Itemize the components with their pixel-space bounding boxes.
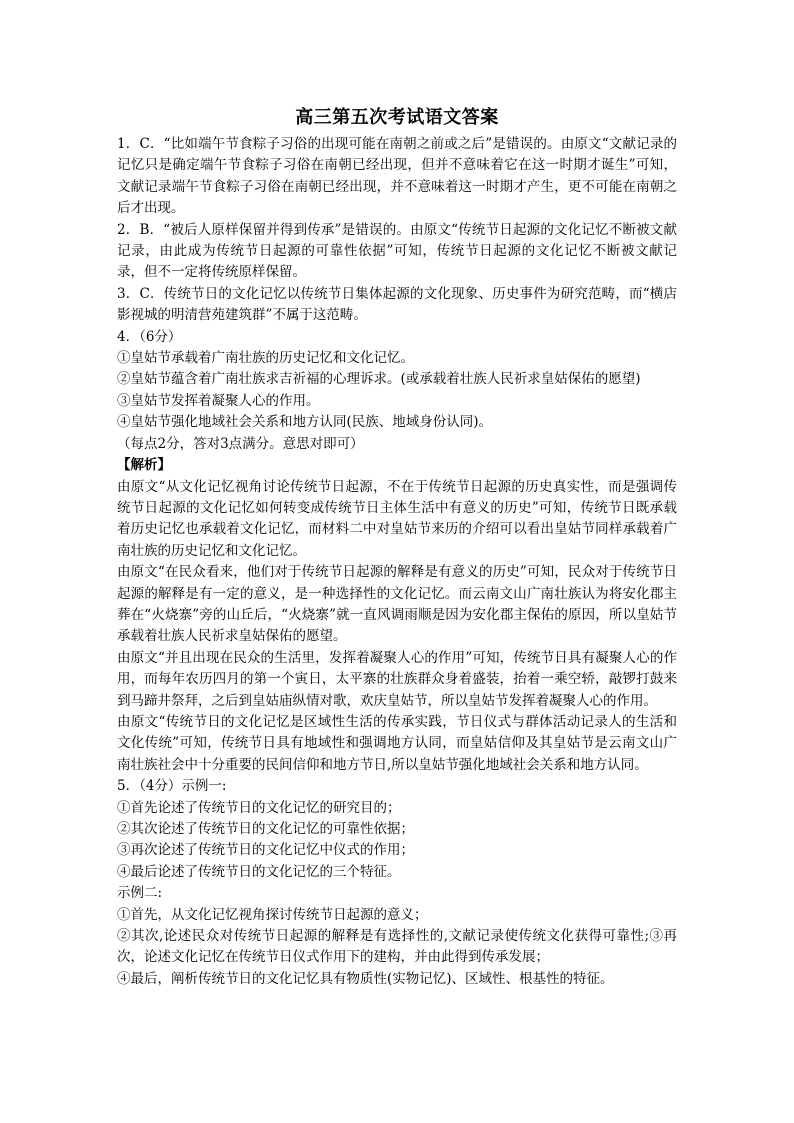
example-2-point-4: ④最后，阐析传统节日的文化记忆具有物质性(实物记忆)、区域性、根基性的特征。 <box>117 970 614 987</box>
answer-2: 2．B．“被后人原样保留并得到传承”是错误的。由原文“传统节日起源的文化记忆不断被文献记录，由此成为传统节日起源的可靠性依据”可知，传统节日起源的文化记忆不断被文献记录，但不一定将传统原样保留。 <box>117 221 677 281</box>
analysis-paragraph-3: 由原文“并且出现在民众的生活里，发挥着凝聚人心的作用”可知，传统节日具有凝聚人心的作用，而每年农历四月的第一个寅日，太平寨的壮族群众身着盛装，抬着一乘空轿，敲锣打鼓来到马蹄井祭拜，之后到皇姑庙纵情对歌，欢庆皇姑节，所以皇姑节发挥着凝聚人心的作用。 <box>117 649 677 709</box>
example-1-point-2: ②其次论述了传统节日的文化记忆的可靠性依据； <box>117 821 414 837</box>
analysis-heading: 【解析】 <box>117 457 171 474</box>
example-2-heading: 示例二: <box>117 885 163 902</box>
example-2-point-2-3: ②其次,论述民众对传统节日起源的解释是有选择性的,文献记录使传统文化获得可靠性;③再次，论述文化记忆在传统节日仪式作用下的建构，并由此得到传承发展； <box>117 928 677 966</box>
analysis-paragraph-4: 由原文“传统节日的文化记忆是区域性生活的传承实践，节日仪式与群体活动记录人的生活和文化传统”可知，传统节日具有地域性和强调地方认同，而皇姑信仰及其皇姑节是云南文山广南壮族社会中十分重要的民间信仰和地方节日,所以皇姑节强化地域社会关系和地方认同。 <box>117 713 677 773</box>
answer-4-point-2: ②皇姑节蕴含着广南壮族求吉祈福的心理诉求。(或承载着壮族人民祈求皇姑保佑的愿望) <box>117 371 641 388</box>
analysis-paragraph-1: 由原文“从文化记忆视角讨论传统节日起源，不在于传统节日起源的历史真实性，而是强调传统节日起源的文化记忆如何转变成传统节日主体生活中有意义的历史”可知，传统节日既承载着历史记忆也承载着文化记忆，而材料二中对皇姑节来历的介绍可以看出皇姑节同样承载着广南壮族的历史记忆和文化记忆。 <box>117 478 677 559</box>
example-2-point-1: ①首先，从文化记忆视角探讨传统节日起源的意义； <box>117 906 428 923</box>
analysis-paragraph-2: 由原文“在民众看来，他们对于传统节日起源的解释是有意义的历史”可知，民众对于传统节日起源的解释是有一定的意义，是一种选择性的文化记忆。而云南文山广南壮族认为将安化郡主葬在“火烧寨”旁的山丘后，“火烧寨”就一直风调雨顺是因为安化郡主保佑的原因，所以皇姑节承载着壮族人民祈求皇姑保佑的愿望。 <box>117 564 677 645</box>
document-title: 高三第五次考试语文答案 <box>295 107 499 128</box>
scoring-note: （每点2分，答对3点满分。意思对即可） <box>117 435 364 452</box>
answer-4-point-3: ③皇姑节发挥着凝聚人心的作用。 <box>117 392 320 409</box>
answer-5-heading: 5．（4分）示例一: <box>117 778 227 795</box>
example-1-point-4: ④最后论述了传统节日的文化记忆的三个特征。 <box>117 863 401 880</box>
answer-4-point-1: ①皇姑节承载着广南壮族的历史记忆和文化记忆。 <box>117 350 414 367</box>
answer-3: 3．C．传统节日的文化记忆以传统节日集体起源的文化现象、历史事件为研究范畴，而“横店影视城的明清营苑建筑群”不属于这范畴。 <box>117 285 677 324</box>
answer-1: 1．C．“比如端午节食粽子习俗的出现可能在南朝之前或之后”是错误的。由原文“文献记录的记忆只是确定端午节食粽子习俗在南朝已经出现，但并不意味着它在这一时期才诞生”可知，文献记录端午节食粽子习俗在南朝已经出现，并不意味着这一时期才产生，更不可能在南朝之后才出现。 <box>117 136 677 217</box>
example-1-point-3: ③再次论述了传统节日的文化记忆中仪式的作用； <box>117 842 414 859</box>
answer-4-point-4: ④皇姑节强化地域社会关系和地方认同(民族、地域身份认同)。 <box>117 414 493 431</box>
answer-document <box>117 104 677 990</box>
answer-4-heading: 4．（6分） <box>117 328 182 345</box>
example-1-point-1: ①首先论述了传统节日的文化记忆的研究目的； <box>117 799 401 816</box>
